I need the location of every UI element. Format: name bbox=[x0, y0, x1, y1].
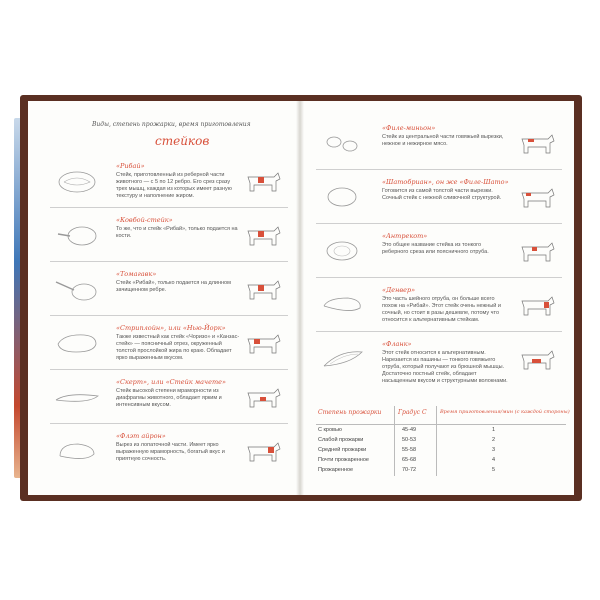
steak-name: «Скерт», или «Стейк мачете» bbox=[116, 378, 226, 386]
steak-name: «Шатобриан», он же «Филе-Шато» bbox=[382, 178, 509, 186]
steak-entry bbox=[316, 172, 562, 224]
table-row bbox=[316, 456, 566, 466]
chateaubriand-icon bbox=[320, 184, 366, 210]
striploin-steak-icon bbox=[54, 330, 100, 356]
steak-entry bbox=[50, 264, 288, 316]
table-cell: 55-58 bbox=[402, 447, 417, 453]
steak-entry bbox=[50, 210, 288, 262]
steak-description: Это общее название стейка из тонкого реберного среза или поясничного отруба. bbox=[382, 242, 489, 255]
steak-description: Стейк из центральной части говяжьей вырезки, нежное и нежирное мясо. bbox=[382, 134, 504, 147]
denver-steak-icon bbox=[320, 292, 366, 318]
flat-iron-steak-icon bbox=[54, 438, 100, 464]
book-spine bbox=[296, 101, 304, 495]
steak-name: «Стриплойн», или «Нью-Йорк» bbox=[116, 324, 226, 332]
column-header: Степень прожарки bbox=[318, 409, 382, 416]
cow-cut-diagram-icon bbox=[244, 277, 282, 303]
table-row bbox=[316, 466, 566, 476]
cow-cut-diagram-icon bbox=[244, 439, 282, 465]
steak-description: То же, что и стейк «Рибай», только подается на кости. bbox=[116, 226, 238, 239]
steak-name: «Ковбой-стейк» bbox=[116, 216, 173, 224]
steak-name: «Фланк» bbox=[382, 340, 412, 348]
ribeye-steak-icon bbox=[54, 168, 100, 194]
table-cell: Слабой прожарки bbox=[318, 437, 364, 443]
table-header bbox=[316, 406, 570, 425]
tomahawk-steak-icon bbox=[54, 276, 100, 302]
entrecote-icon bbox=[320, 238, 366, 264]
steak-entry bbox=[50, 156, 288, 208]
cowboy-steak-icon bbox=[54, 222, 100, 248]
cow-cut-diagram-icon bbox=[518, 347, 556, 373]
cow-cut-diagram-icon bbox=[518, 293, 556, 319]
column-header: Время приготовления/мин (с каждой стороны) bbox=[440, 409, 570, 415]
steak-name: «Томагавк» bbox=[116, 270, 157, 278]
table-cell: Почти прожаренное bbox=[318, 457, 369, 463]
table-cell: 65-68 bbox=[402, 457, 417, 463]
steak-description: Это часть шейного отруба, он больше всего похож на «Рибай». Этот стейк очень нежный и сочный, но стоит в разы дешевле, потому что относится к альтернативным стейкам. bbox=[382, 296, 501, 323]
steak-description: Стейк, приготовленный из реберной части животного — с 5 по 12 ребро. Его срез сразу трех мышц, каждая из которых имеет разную текстуру и наполнение жиром. bbox=[116, 172, 232, 199]
steak-entry bbox=[316, 118, 562, 170]
steak-description: Этот стейк относится к альтернативным. Нарезается из пашины — тонкого говяжьего отруба, который получают из брюшной мышцы. Достаточно постный стейк, обладает насыщенным вкусом и структурными волокнами. bbox=[382, 350, 508, 384]
steak-name: «Антрекот» bbox=[382, 232, 428, 240]
steak-description: Также известный как стейк «Чоризо» и «Канзас-стейк» — поясничный отрез, окруженный толстой прослойкой жира по краю. Обладает ярко выраженным вкусом. bbox=[116, 334, 240, 361]
table-row bbox=[316, 426, 566, 436]
cow-cut-diagram-icon bbox=[244, 331, 282, 357]
table-cell: Средней прожарки bbox=[318, 447, 367, 453]
skirt-steak-icon bbox=[54, 384, 100, 410]
table-cell: 2 bbox=[492, 437, 496, 443]
cow-cut-diagram-icon bbox=[518, 239, 556, 265]
steak-description: Стейк «Рибай», только подается на длинном зачищенном ребре. bbox=[116, 280, 231, 293]
steak-entry bbox=[50, 426, 288, 478]
steak-description: Стейк высокой степени мраморности из диафрагмы животного, обладает ярким и интенсивным вкусом. bbox=[116, 388, 222, 408]
flank-steak-icon bbox=[320, 346, 366, 372]
cow-cut-diagram-icon bbox=[518, 185, 556, 211]
table-cell: 5 bbox=[492, 467, 496, 473]
table-cell: Прожаренное bbox=[318, 467, 354, 473]
steak-name: «Рибай» bbox=[116, 162, 145, 170]
cow-cut-diagram-icon bbox=[518, 131, 556, 157]
steak-entry bbox=[316, 334, 562, 386]
cow-cut-diagram-icon bbox=[244, 223, 282, 249]
steak-description: Готовится из самой толстой части вырезки. Сочный стейк с нежной сливочной структурой. bbox=[382, 188, 502, 201]
table-cell: 1 bbox=[492, 427, 496, 433]
steak-name: «Филе-миньон» bbox=[382, 124, 436, 132]
table-row bbox=[316, 446, 566, 456]
steak-entry bbox=[316, 280, 562, 332]
filet-mignon-icon bbox=[320, 130, 366, 156]
table-row bbox=[316, 436, 566, 446]
cow-cut-diagram-icon bbox=[244, 169, 282, 195]
steak-name: «Денвер» bbox=[382, 286, 416, 294]
page-subtitle: Виды, степень прожарки, время приготовления bbox=[92, 121, 251, 128]
table-cell: 70-72 bbox=[402, 467, 417, 473]
steak-entry bbox=[50, 318, 288, 370]
steak-entry bbox=[316, 226, 562, 278]
table-cell: 3 bbox=[492, 447, 496, 453]
table-cell: 45-49 bbox=[402, 427, 417, 433]
steak-description: Вырез из лопаточной части. Имеет ярко выраженную мраморность, богатый вкус и приятную сочность. bbox=[116, 442, 225, 462]
page-heading: стейков bbox=[155, 134, 210, 148]
table-cell: С кровью bbox=[318, 427, 342, 433]
table-cell: 4 bbox=[492, 457, 496, 463]
steak-entry bbox=[50, 372, 288, 424]
column-header: Градус С bbox=[398, 409, 427, 416]
table-cell: 50-53 bbox=[402, 437, 417, 443]
cow-cut-diagram-icon bbox=[244, 385, 282, 411]
steak-name: «Флэт айрон» bbox=[116, 432, 166, 440]
